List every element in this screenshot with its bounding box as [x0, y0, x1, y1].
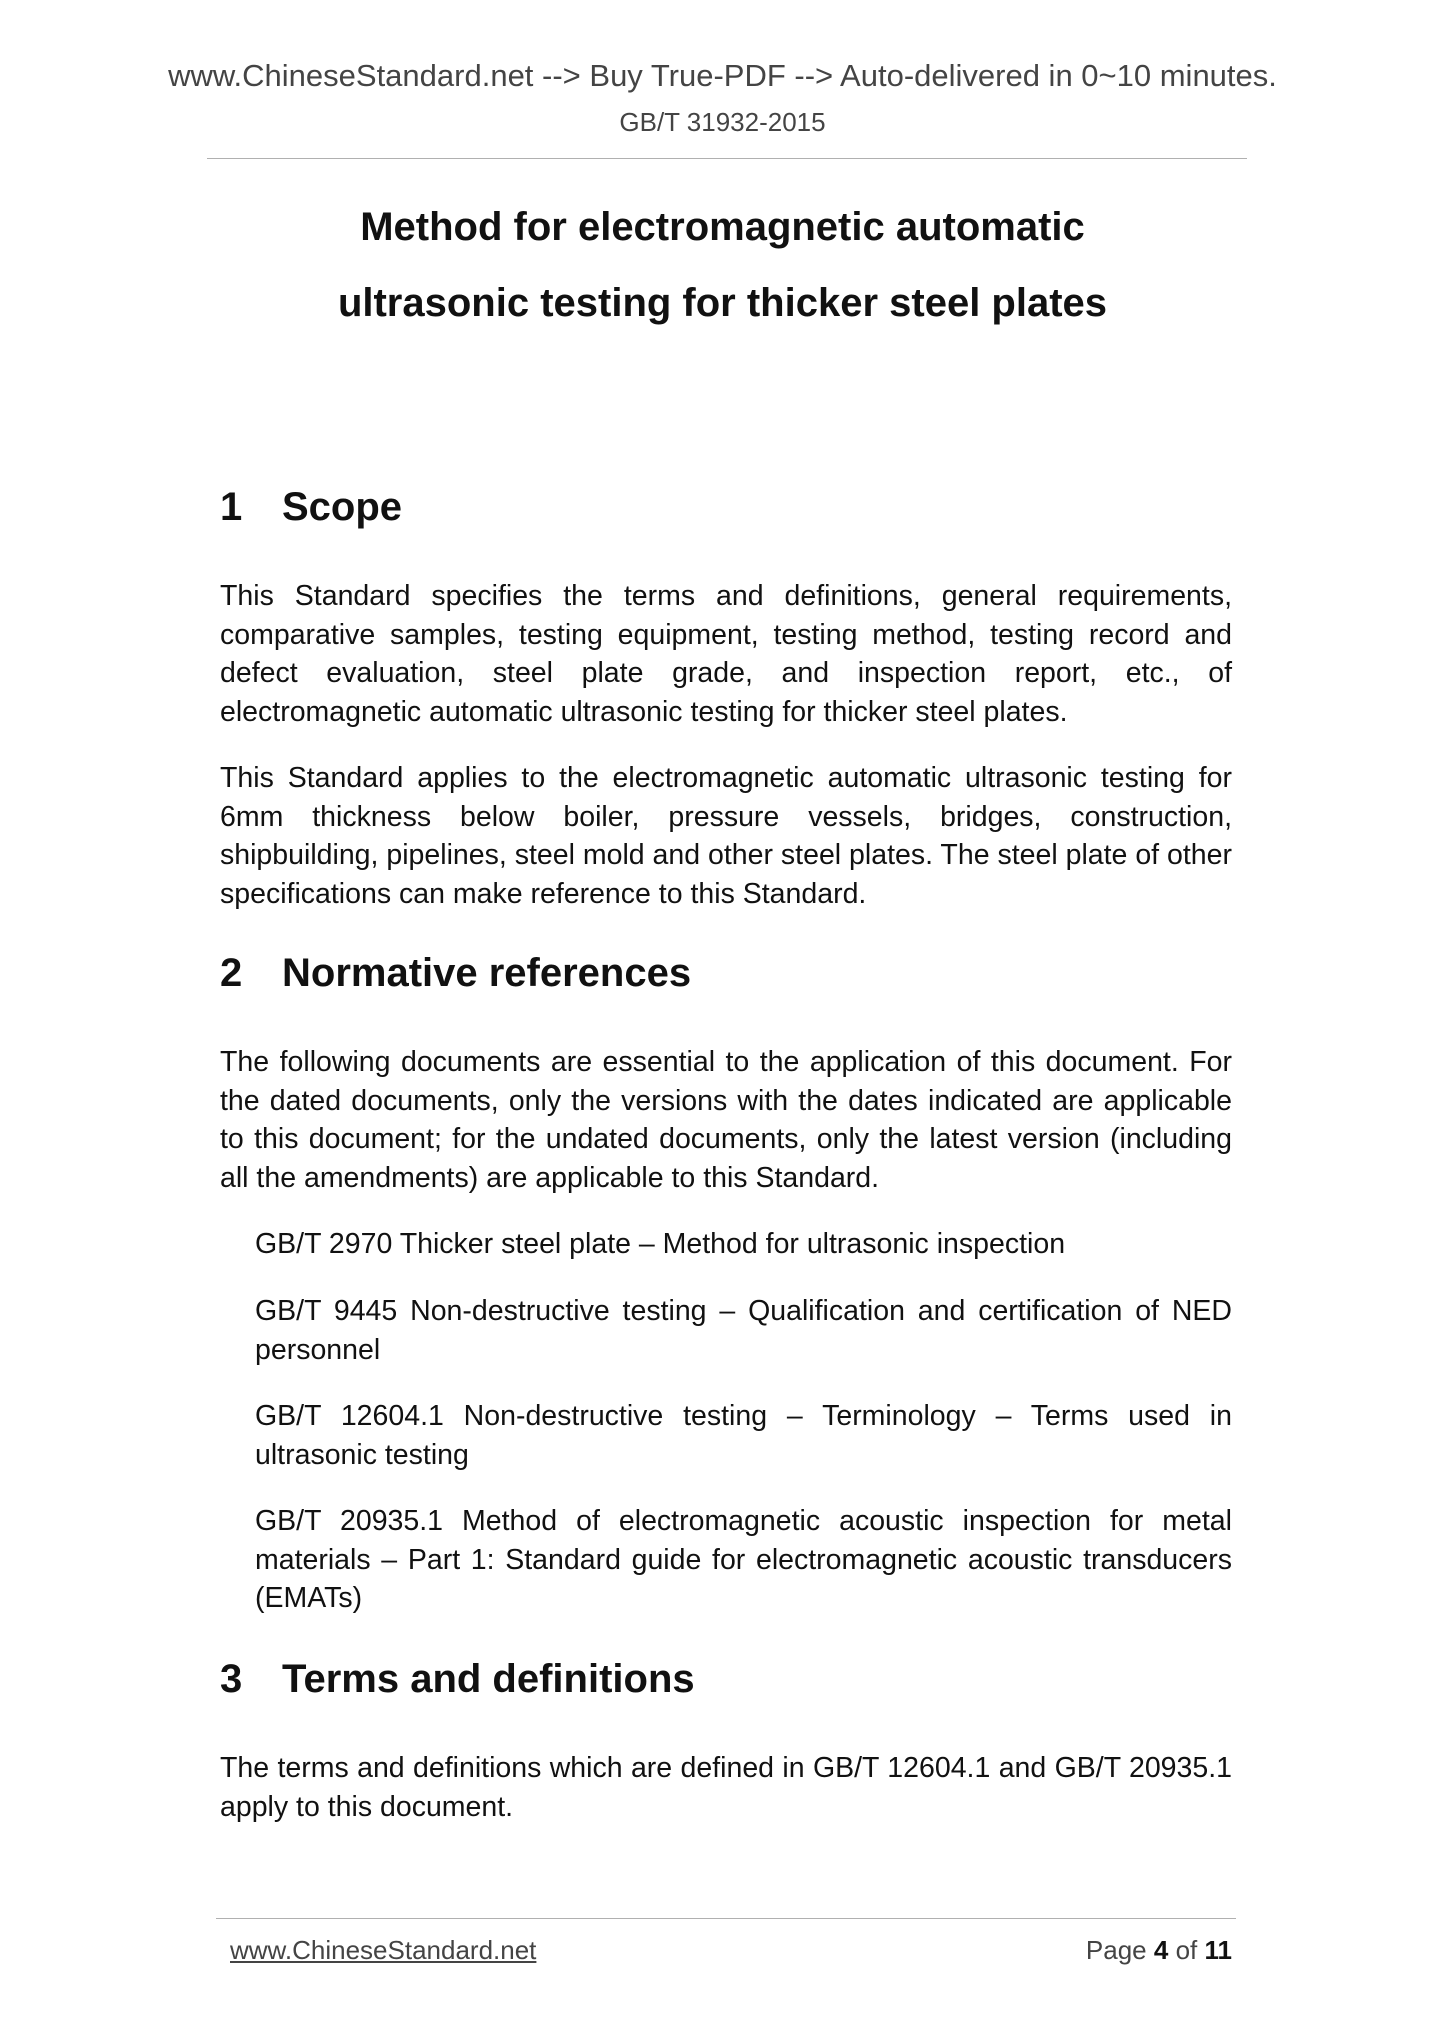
footer-website-link[interactable]: www.ChineseStandard.net [230, 1935, 537, 1965]
document-title-line-2: ultrasonic testing for thicker steel plates [337, 281, 1108, 325]
normative-intro-paragraph: The following documents are essential to the application of this document. For the dated documents, only the versions with the dates indicated are applicable to this document; for the undated documents, only the latest version (including all the amendments) are applicable to this Standard. [220, 1046, 1232, 1194]
section-heading-scope [220, 485, 402, 530]
page-of: of [1175, 1935, 1198, 1965]
section-number: 3 [220, 1657, 243, 1701]
header-divider [207, 158, 1247, 159]
page-indicator [1086, 1935, 1232, 1966]
reference-item: GB/T 12604.1 Non-destructive testing – Terminology – Terms used in ultrasonic testing [255, 1400, 1232, 1471]
section-heading-normative-references [220, 951, 691, 996]
scope-paragraph-2: This Standard applies to the electromagnetic automatic ultrasonic testing for 6mm thickness below boiler, pressure vessels, bridges, construction, shipbuilding, pipelines, steel mold and other steel plates. The steel plate of other specifications can make reference to this Standard. [220, 762, 1232, 910]
terms-paragraph: The terms and definitions which are defined in GB/T 12604.1 and GB/T 20935.1 apply to this document. [220, 1752, 1232, 1823]
section-number: 2 [220, 951, 243, 995]
section-title: Terms and definitions [282, 1657, 695, 1701]
page-current: 4 [1153, 1935, 1169, 1965]
page-total: 11 [1204, 1935, 1232, 1965]
reference-item: GB/T 2970 Thicker steel plate – Method for ultrasonic inspection [255, 1228, 1066, 1260]
section-heading-terms-and-definitions [220, 1657, 695, 1702]
header-standard-number: GB/T 31932-2015 [619, 107, 826, 137]
section-number: 1 [220, 485, 243, 529]
footer-divider [216, 1918, 1236, 1919]
reference-item: GB/T 9445 Non-destructive testing – Qualification and certification of NED personnel [255, 1295, 1232, 1366]
reference-item: GB/T 20935.1 Method of electromagnetic acoustic inspection for metal materials – Part 1: Standard guide for electromagnetic acoustic transducers (EMATs) [255, 1505, 1232, 1614]
document-title-line-1: Method for electromagnetic automatic [360, 205, 1085, 249]
section-title: Normative references [282, 951, 692, 995]
header-banner[interactable]: www.ChineseStandard.net --> Buy True-PDF --> Auto-delivered in 0~10 minutes. [168, 58, 1277, 93]
page-label: Page [1085, 1935, 1147, 1965]
section-title: Scope [282, 485, 403, 529]
scope-paragraph-1: This Standard specifies the terms and definitions, general requirements, comparative samples, testing equipment, testing method, testing record and defect evaluation, steel plate grade, and inspection report, etc., of electromagnetic automatic ultrasonic testing for thicker steel plates. [220, 580, 1232, 728]
